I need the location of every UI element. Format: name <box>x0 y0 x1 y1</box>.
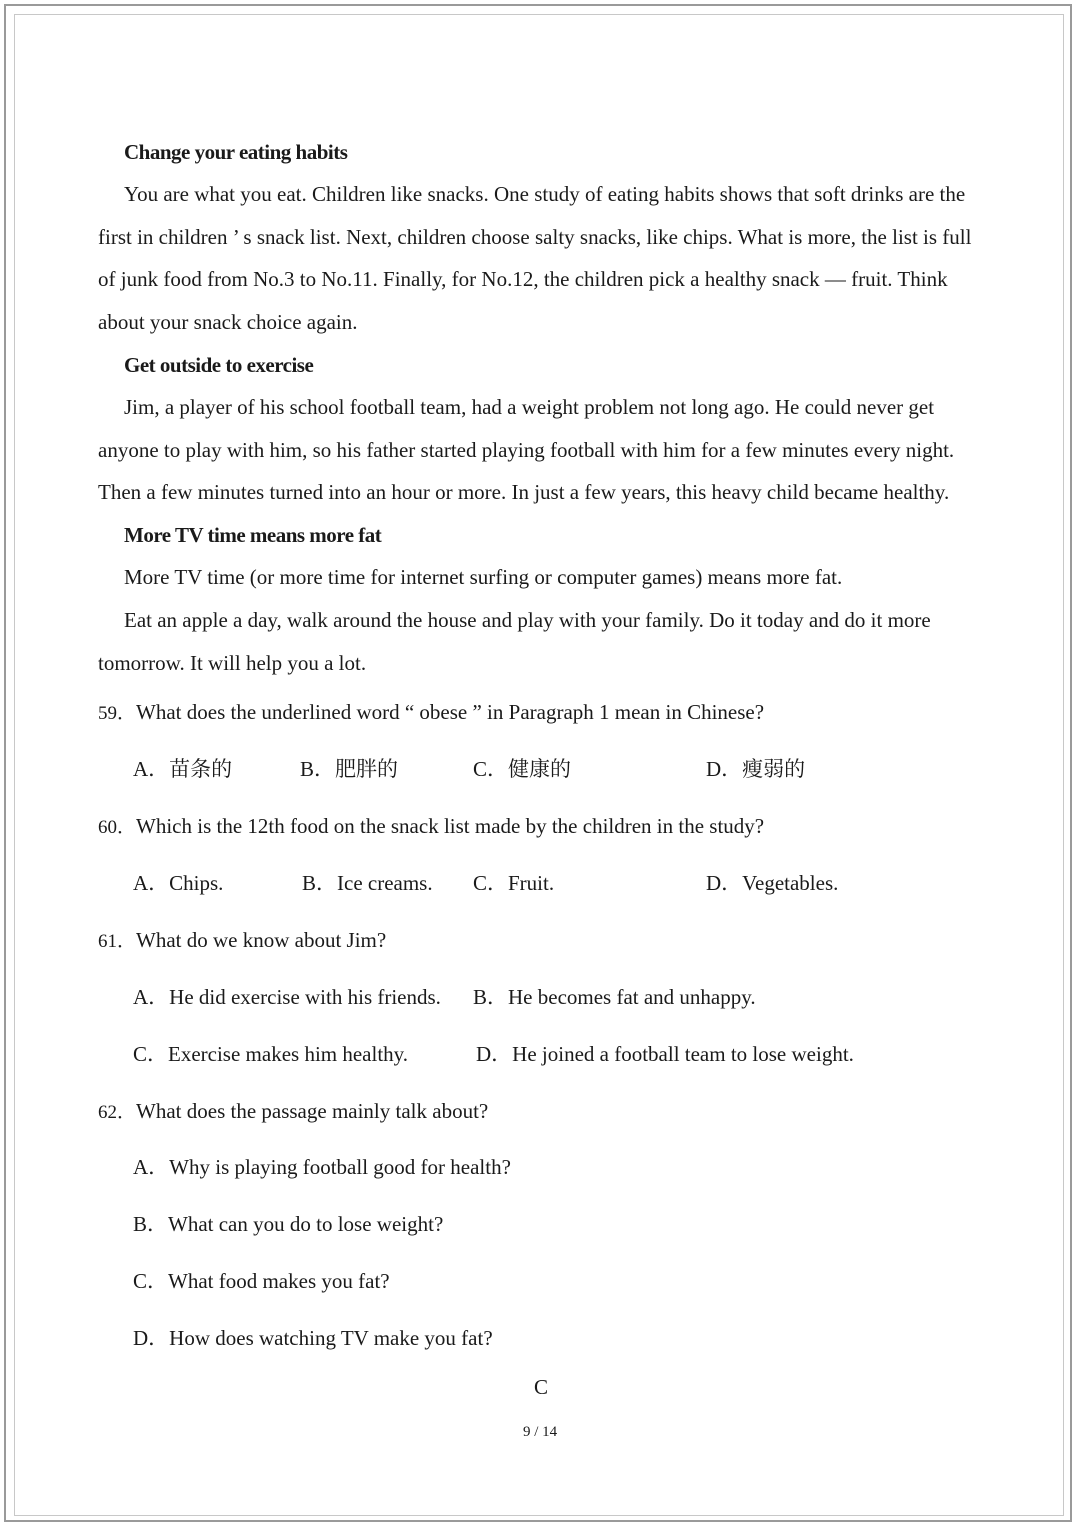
section-text-exercise: Jim, a player of his school football team, had a weight problem not long ago. He could never get anyone to play with him, so his father started playing football with him for a few minutes every night. Then a few minutes turned into an hour or more. In just a few years, this heavy child became healthy. <box>98 395 955 505</box>
question-62 <box>98 1099 488 1125</box>
q61-option-b: B．He becomes fat and unhappy. <box>473 985 756 1009</box>
q62-option-d: D．How does watching TV make you fat? <box>133 1326 493 1350</box>
q60-option-c: C．Fruit. <box>473 871 555 895</box>
q62-option-c: C．What food makes you fat? <box>133 1269 390 1293</box>
question-text: What does the underlined word “ obese ” in Paragraph 1 mean in Chinese? <box>136 700 765 724</box>
q60-option-d: D．Vegetables. <box>706 871 839 895</box>
q61-option-d: D．He joined a football team to lose weight. <box>476 1042 854 1066</box>
q59-option-b: B．肥胖的 <box>300 757 399 781</box>
question-text: Which is the 12th food on the snack list made by the children in the study? <box>136 814 765 838</box>
page-number: 9 / 14 <box>523 1424 558 1440</box>
q62-option-b: B．What can you do to lose weight? <box>133 1212 444 1236</box>
question-number: 62． <box>98 1102 137 1123</box>
q61-option-a: A．He did exercise with his friends. <box>133 985 441 1009</box>
question-60 <box>98 814 764 840</box>
section-text-advice: Eat an apple a day, walk around the house and play with your family. Do it today and do it more tomorrow. It will help you a lot. <box>98 608 931 675</box>
section-heading-exercise: Get outside to exercise <box>124 353 314 377</box>
question-text: What does the passage mainly talk about? <box>136 1099 489 1123</box>
question-61 <box>98 928 386 954</box>
question-number: 61． <box>98 931 137 952</box>
q62-option-a: A．Why is playing football good for health? <box>133 1155 511 1179</box>
q59-option-d: D．瘦弱的 <box>706 757 806 781</box>
section-heading-tv-time: More TV time means more fat <box>124 523 382 547</box>
question-number: 59． <box>98 703 137 724</box>
q60-option-a: A．Chips. <box>133 871 224 895</box>
q60-option-b: B．Ice creams. <box>302 871 433 895</box>
section-text-tv-time: More TV time (or more time for internet surfing or computer games) means more fat. <box>124 565 843 589</box>
question-number: 60． <box>98 817 137 838</box>
question-text: What do we know about Jim? <box>136 928 387 952</box>
question-59 <box>98 700 764 726</box>
q59-option-c: C．健康的 <box>473 757 572 781</box>
section-heading-eating-habits: Change your eating habits <box>124 140 348 164</box>
next-section-label: C <box>534 1375 549 1399</box>
section-text-eating-habits: You are what you eat. Children like snacks. One study of eating habits shows that soft drinks are the first in children ’ s snack list. Next, children choose salty snacks, like chips. What is more, the list is full of junk food from No.3 to No.11. Finally, for No.12, the children pick a healthy snack — fruit. Think about your snack choice again. <box>98 182 972 334</box>
q59-option-a: A．苗条的 <box>133 757 233 781</box>
q61-option-c: C．Exercise makes him healthy. <box>133 1042 409 1066</box>
